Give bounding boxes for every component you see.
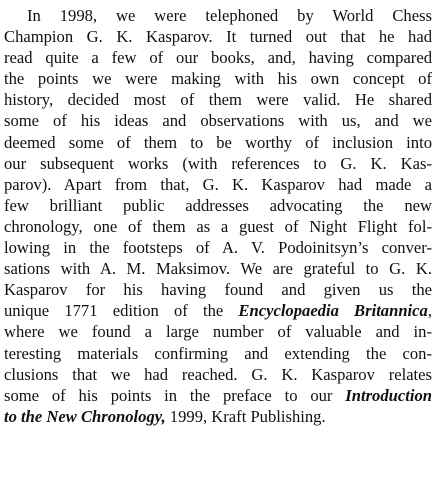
- paragraph-line: [4, 406, 432, 427]
- line-text: where we found a large number of valuable and in-: [4, 322, 432, 342]
- paragraph-line: [4, 5, 432, 26]
- line-text: clusions that we had reached. G. K. Kasparov relates: [4, 364, 432, 384]
- line-text: Champion G. K. Kasparov. It turned out that he had: [4, 27, 432, 47]
- line-text: deemed some of them to be worthy of inclusion into: [4, 132, 432, 152]
- paragraph-line: [4, 300, 432, 321]
- line-text: read quite a few of our books, and, having compared: [4, 48, 432, 68]
- book-title-italic: Introduction: [345, 385, 432, 405]
- body-paragraph: [4, 5, 432, 427]
- paragraph-line: [4, 279, 432, 300]
- paragraph-line: [4, 89, 432, 110]
- line-text: unique 1771 edition of the: [4, 301, 239, 321]
- paragraph-line: [4, 195, 432, 216]
- book-title-italic: to the New Chronology,: [4, 406, 166, 426]
- book-title-italic: Encyclopaedia Britannica: [238, 301, 428, 321]
- line-text: our subsequent works (with references to G. K. Kas-: [4, 153, 432, 173]
- line-text: teresting materials confirming and extending the con-: [4, 343, 432, 363]
- line-text: history, decided most of them were valid. He shared: [4, 90, 432, 110]
- line-text: 1999, Kraft Publishing.: [165, 406, 326, 426]
- paragraph-line: [4, 321, 432, 342]
- paragraph-line: [4, 237, 432, 258]
- paragraph-line: [4, 364, 432, 385]
- line-text: some of his points in the preface to our: [4, 385, 346, 405]
- line-text: Kasparov for his having found and given us the: [4, 280, 432, 300]
- paragraph-line: [4, 110, 432, 131]
- line-text: some of his ideas and observations with us, and we: [4, 111, 432, 131]
- paragraph-line: [4, 385, 432, 406]
- line-text: sations with A. M. Maksimov. We are grateful to G. K.: [4, 259, 432, 279]
- line-text: the points we were making with his own concept of: [4, 69, 432, 89]
- paragraph-line: [4, 47, 432, 68]
- paragraph-line: [4, 174, 432, 195]
- paragraph-line: [4, 258, 432, 279]
- line-text: In 1998, we were telephoned by World Chess: [27, 6, 432, 25]
- paragraph-line: [4, 132, 432, 153]
- line-text: parov). Apart from that, G. K. Kasparov had made a: [4, 174, 432, 194]
- paragraph-line: [4, 216, 432, 237]
- paragraph-line: [4, 26, 432, 47]
- line-text: chronology, one of them as a guest of Night Flight fol-: [4, 216, 432, 236]
- line-text: ,: [427, 301, 432, 321]
- paragraph-line: [4, 343, 432, 364]
- line-text: few brilliant public addresses advocating the new: [4, 195, 432, 215]
- line-text: lowing in the footsteps of A. V. Podoinitsyn’s conver-: [4, 238, 432, 258]
- paragraph-line: [4, 68, 432, 89]
- paragraph-line: [4, 153, 432, 174]
